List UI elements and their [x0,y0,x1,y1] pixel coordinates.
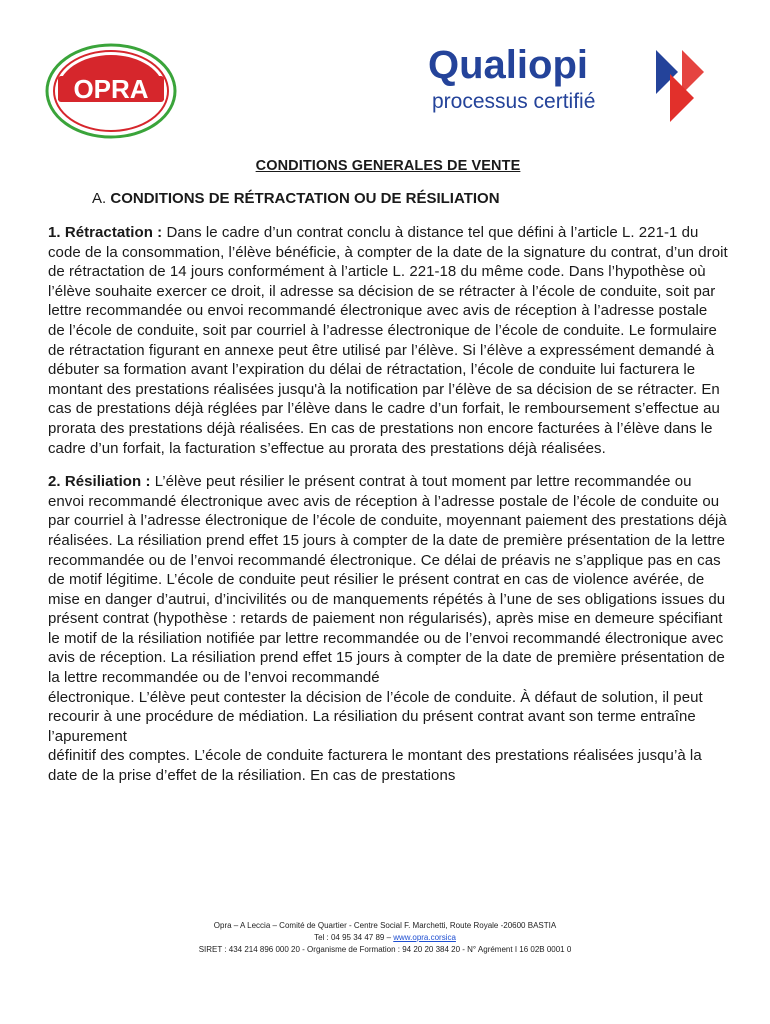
resiliation-text-3: définitif des comptes. L’école de conduite facturera le montant des prestations réalisées jusqu’à la date de la prise d’effet de la résiliation. En cas de prestations [48,747,702,785]
section-a-title: CONDITIONS DE RÉTRACTATION OU DE RÉSILIATION [110,190,500,207]
retractation-paragraph [48,223,728,458]
footer-siret: SIRET : 434 214 896 000 20 - Organisme de Formation : 94 20 20 384 20 - N° Agrément I 16 02B 0001 0 [198,945,572,954]
document-title: CONDITIONS GENERALES DE VENTE [255,158,521,174]
retractation-text: Dans le cadre d’un contrat conclu à distance tel que défini à l’article L. 221-1 du code de la consommation, l’élève bénéficie, à compter de la date de la signature du contrat, d’un droit de rétractation de 14 jours conformément à l’article L. 221-18 du même code. Dans l’hypothèse où l’élève souhaite exercer ce droit, il adresse sa décision de se rétracter à l’école de conduite, soit par lettre recommandée ou envoi recommandé électronique avec avis de réception à l’adresse postale de l’école de conduite, soit par courriel à l’adresse électronique de l’école de conduite. Le formulaire de rétractation figurant en annexe peut être utilisé par l’élève. Si l’élève a expressément demandé à débuter sa formation avant l’expiration du délai de rétractation, l’école de conduite lui facturera le montant des prestations réalisées jusqu'à la notification par l’élève de sa décision de se rétracter. En cas de prestations déjà réglées par l’élève dans le cadre d’un forfait, le remboursement s’effectue au prorata des prestations déjà réalisées. En cas de prestations non encore facturées à l’élève dans le cadre d’un forfait, la facturation s’effectue au prorata des prestations déjà réalisées. [48,224,728,457]
retractation-label: 1. Rétractation : [48,224,163,241]
opra-logo-text: OPRA [73,74,149,104]
footer-phone: Tel : 04 95 34 47 89 – [314,933,392,942]
qualiopi-logo [428,44,718,122]
section-a-heading [92,190,728,207]
document-body [48,150,728,786]
footer-address: Opra – A Leccia – Comité de Quartier - Centre Social F. Marchetti, Route Royale -20600 BASTIA [213,921,557,930]
resiliation-text: L’élève peut résilier le présent contrat à tout moment par lettre recommandée ou envoi recommandé électronique avec avis de réception à l’adresse postale de l’école de conduite ou par courriel à l’adresse électronique de l’école de conduite, moyennant paiement des prestations déjà réalisées. La résiliation prend effet 15 jours à compter de la date de première présentation de la lettre recommandée ou de l’envoi recommandé électronique. Ce délai de préavis ne s’applique pas en cas de motif légitime. L’école de conduite peut résilier le présent contrat en cas de violence avérée, de mise en danger d’autrui, d’incivilités ou de manquements répétés à l’une de ses obligations issues du présent contrat (hypothèse : retards de paiement non régularisés), après mise en demeure spécifiant le motif de la résiliation notifiée par lettre recommandée ou de l’envoi recommandé électronique avec avis de réception. La résiliation prend effet 15 jours à compter de la date de première présentation de la lettre recommandée ou de l’envoi recommandé [48,473,727,687]
resiliation-text-2: électronique. L’élève peut contester la décision de l’école de conduite. À défaut de solution, il peut recourir à une procédure de médiation. La résiliation du présent contrat avant son terme entraîne l’apurement [48,688,703,745]
qualiopi-tagline: processus certifié [432,90,596,113]
resiliation-label: 2. Résiliation : [48,473,151,491]
opra-logo [44,42,178,140]
footer-website-link[interactable]: www.opra.corsica [393,933,456,942]
footer [0,920,770,956]
footer-contact [0,932,770,944]
resiliation-paragraph [48,472,728,786]
section-a-prefix: A. [92,190,107,207]
qualiopi-name: Qualiopi [428,44,588,87]
